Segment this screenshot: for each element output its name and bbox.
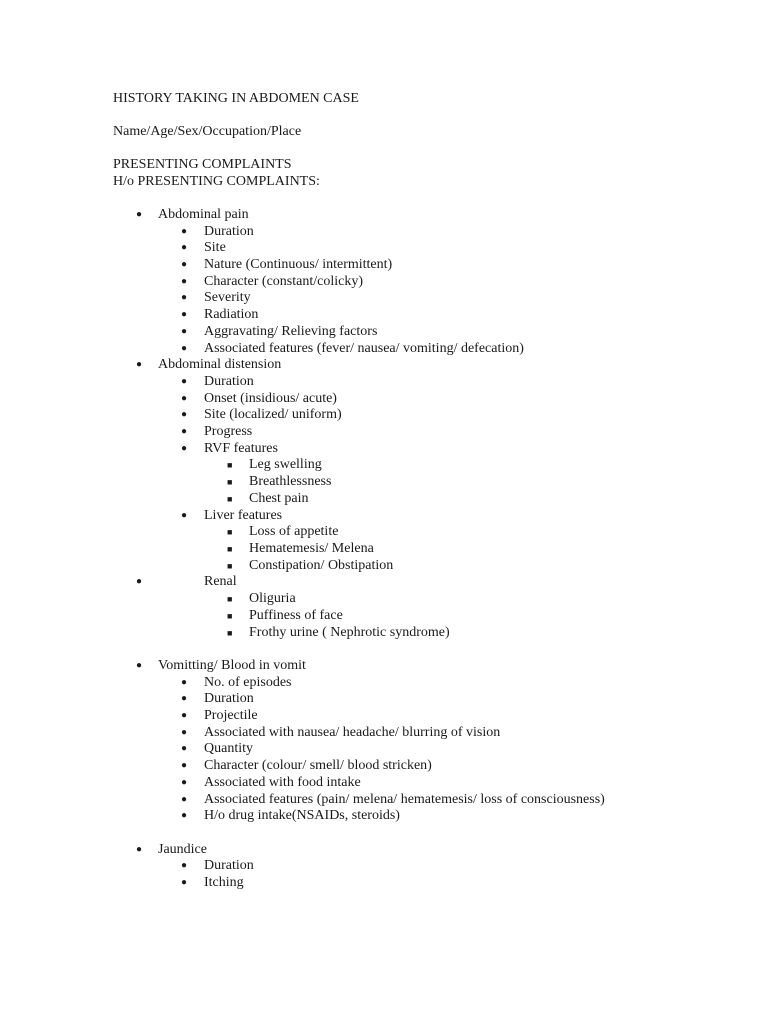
square-bullet-icon: [227, 558, 232, 574]
disc-bullet-icon: [181, 324, 187, 340]
disc-bullet-icon: [181, 274, 187, 290]
list-item-level-3: Puffiness of face: [249, 608, 343, 623]
list-item-level-3: Frothy urine ( Nephrotic syndrome): [249, 625, 450, 640]
list-item-level-2: Associated with nausea/ headache/ blurring of vision: [204, 725, 501, 740]
list-item-level-2: Onset (insidious/ acute): [204, 391, 337, 406]
presenting-complaints-heading: PRESENTING COMPLAINTS: [113, 157, 292, 172]
disc-bullet-icon: [136, 658, 142, 674]
disc-bullet-icon: [181, 725, 187, 741]
disc-bullet-icon: [181, 741, 187, 757]
list-item-level-2: Duration: [204, 691, 254, 706]
list-item-level-3: Leg swelling: [249, 457, 322, 472]
disc-bullet-icon: [181, 808, 187, 824]
disc-bullet-icon: [181, 858, 187, 874]
list-item-level-3: Hematemesis/ Melena: [249, 541, 374, 556]
disc-bullet-icon: [181, 708, 187, 724]
list-item-level-1: Abdominal distension: [158, 357, 282, 372]
square-bullet-icon: [227, 491, 232, 507]
list-item-level-2: Character (colour/ smell/ blood stricken): [204, 758, 432, 773]
square-bullet-icon: [227, 591, 232, 607]
disc-bullet-icon: [181, 341, 187, 357]
disc-bullet-icon: [181, 792, 187, 808]
square-bullet-icon: [227, 541, 232, 557]
disc-bullet-icon: [181, 691, 187, 707]
square-bullet-icon: [227, 625, 232, 641]
list-item-level-2: Projectile: [204, 708, 258, 723]
list-item-level-1: Abdominal pain: [158, 207, 249, 222]
list-item-level-2: Associated features (fever/ nausea/ vomiting/ defecation): [204, 341, 524, 356]
list-item-level-3: Constipation/ Obstipation: [249, 558, 394, 573]
list-item-level-1: Jaundice: [158, 842, 207, 857]
list-item-level-2: Duration: [204, 224, 254, 239]
disc-bullet-icon: [136, 842, 142, 858]
disc-bullet-icon: [181, 391, 187, 407]
disc-bullet-icon: [181, 307, 187, 323]
disc-bullet-icon: [181, 290, 187, 306]
list-item-level-1: Renal: [204, 574, 237, 589]
list-item-level-2: Duration: [204, 374, 254, 389]
list-item-level-2: Liver features: [204, 508, 283, 523]
list-item-level-2: Site (localized/ uniform): [204, 407, 342, 422]
list-item-level-3: Chest pain: [249, 491, 309, 506]
list-item-level-3: Loss of appetite: [249, 524, 339, 539]
square-bullet-icon: [227, 474, 232, 490]
list-item-level-2: Radiation: [204, 307, 259, 322]
disc-bullet-icon: [181, 240, 187, 256]
ho-presenting-complaints-heading: H/o PRESENTING COMPLAINTS:: [113, 174, 320, 189]
list-item-level-3: Oliguria: [249, 591, 296, 606]
disc-bullet-icon: [181, 407, 187, 423]
list-item-level-2: Duration: [204, 858, 254, 873]
list-item-level-2: RVF features: [204, 441, 278, 456]
list-item-level-2: Associated features (pain/ melena/ hematemesis/ loss of consciousness): [204, 792, 605, 807]
list-item-level-2: Nature (Continuous/ intermittent): [204, 257, 393, 272]
list-item-level-2: Itching: [204, 875, 244, 890]
disc-bullet-icon: [181, 775, 187, 791]
disc-bullet-icon: [136, 574, 142, 590]
disc-bullet-icon: [181, 257, 187, 273]
square-bullet-icon: [227, 608, 232, 624]
disc-bullet-icon: [181, 508, 187, 524]
disc-bullet-icon: [181, 424, 187, 440]
square-bullet-icon: [227, 524, 232, 540]
disc-bullet-icon: [181, 224, 187, 240]
list-item-level-2: Aggravating/ Relieving factors: [204, 324, 378, 339]
disc-bullet-icon: [136, 207, 142, 223]
list-item-level-2: Character (constant/colicky): [204, 274, 363, 289]
list-item-level-3: Breathlessness: [249, 474, 332, 489]
list-item-level-2: H/o drug intake(NSAIDs, steroids): [204, 808, 400, 823]
patient-details-heading: Name/Age/Sex/Occupation/Place: [113, 124, 302, 139]
disc-bullet-icon: [136, 357, 142, 373]
disc-bullet-icon: [181, 875, 187, 891]
disc-bullet-icon: [181, 441, 187, 457]
list-item-level-2: Site: [204, 240, 226, 255]
list-item-level-2: Associated with food intake: [204, 775, 361, 790]
square-bullet-icon: [227, 457, 232, 473]
list-item-level-2: Quantity: [204, 741, 253, 756]
list-item-level-2: No. of episodes: [204, 675, 292, 690]
document-title: HISTORY TAKING IN ABDOMEN CASE: [113, 91, 359, 106]
disc-bullet-icon: [181, 675, 187, 691]
list-item-level-2: Severity: [204, 290, 251, 305]
list-item-level-1: Vomitting/ Blood in vomit: [158, 658, 306, 673]
disc-bullet-icon: [181, 374, 187, 390]
disc-bullet-icon: [181, 758, 187, 774]
list-item-level-2: Progress: [204, 424, 253, 439]
